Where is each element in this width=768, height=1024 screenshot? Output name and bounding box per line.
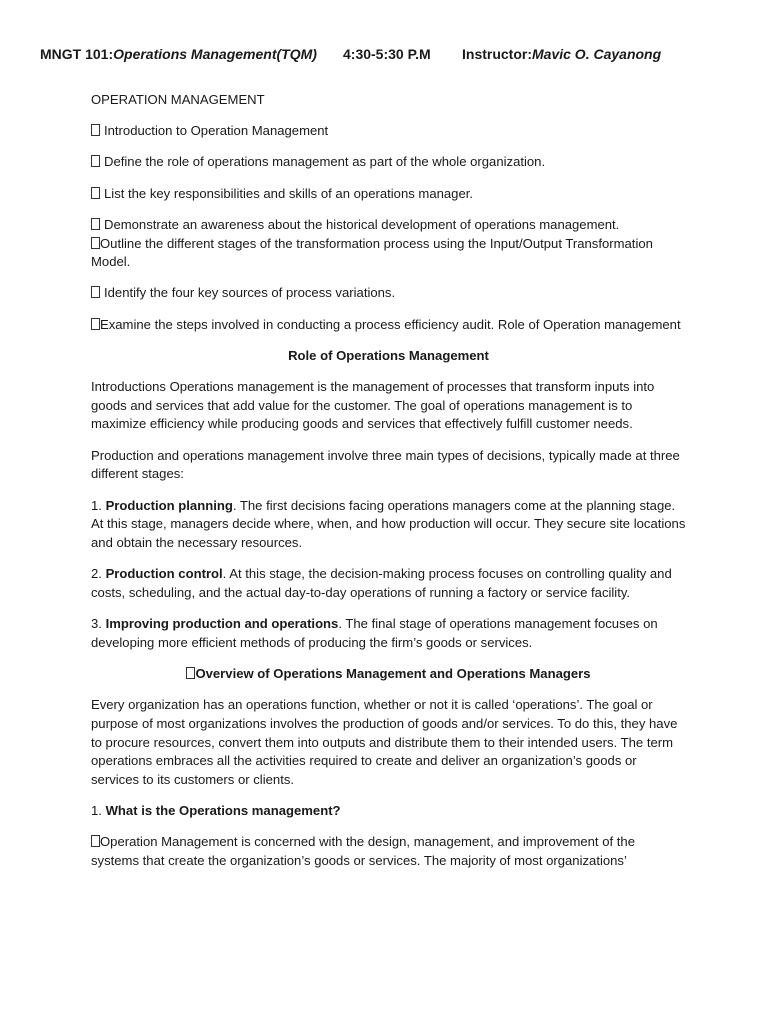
role-heading: Role of Operations Management [288,347,489,363]
course-title: Operations Management(TQM) [113,46,317,62]
objective-item: Identify the four key sources of process variations. [91,284,686,303]
stage-item: 2. Production control. At this stage, the decision-making process focuses on controlling quality and costs, scheduling, and the actual day-to-day operations of running a factory or service facility. [91,566,672,600]
missing-glyph-icon [91,237,100,249]
missing-glyph-icon [91,318,100,330]
document-body [91,91,686,883]
section-title: OPERATION MANAGEMENT [91,92,265,107]
overview-paragraph: Every organization has an operations function, whether or not it is called ‘operations’. The goal or purpose of most organizations involves the production of goods and/or services. To do this, they have to procure resources, convert them into outputs and distribute them to their intended users. The term operations embraces all the activities required to create and deliver an organization’s goods or services to its customers or clients. [91,697,678,787]
missing-glyph-icon [91,155,100,167]
missing-glyph-icon [91,218,100,230]
instructor-label: Instructor: [462,46,532,62]
objective-item: Define the role of operations management as part of the whole organization. [91,153,686,172]
stage-item: 1. Production planning. The first decisions facing operations managers come at the planning stage. At this stage, managers decide where, when, and how production will occur. They secure site locations and obtain the necessary resources. [91,497,686,550]
final-paragraph: Operation Management is concerned with the design, management, and improvement of the systems that create the organization’s goods or services. The majority of most organizations’ [91,834,635,869]
course-header [40,45,740,63]
objective-item: Outline the different stages of the transformation process using the Input/Output Transformation Model. [91,235,653,270]
objective-item: Examine the steps involved in conducting a process efficiency audit. Role of Operation management [91,316,686,335]
intro-paragraph: Introductions Operations management is the management of processes that transform inputs into goods and services that add value for the customer. The goal of operations management is to maximize efficiency while producing goods and services that effectively fulfill customer needs. [91,379,655,432]
missing-glyph-icon [91,124,100,136]
overview-heading: Overview of Operations Management and Operations Managers [91,665,686,684]
stage-item: 3. Improving production and operations. The final stage of operations management focuses on developing more efficient methods of producing the firm’s goods or services. [91,616,658,650]
question-heading: 1. What is the Operations management? [91,803,341,819]
missing-glyph-icon [91,835,100,847]
objective-item: Introduction to Operation Management [91,122,686,141]
missing-glyph-icon [91,286,100,298]
objective-item: List the key responsibilities and skills of an operations manager. [91,185,686,204]
class-time: 4:30-5:30 P.M [343,46,431,62]
instructor-name: Mavic O. Cayanong [532,46,662,62]
objective-item: Demonstrate an awareness about the historical development of operations management. [91,216,686,235]
missing-glyph-icon [91,187,100,199]
course-code: MNGT 101: [40,46,114,62]
decisions-paragraph: Production and operations management involve three main types of decisions, typically made at three different stages: [91,447,680,482]
instructor [462,45,661,63]
